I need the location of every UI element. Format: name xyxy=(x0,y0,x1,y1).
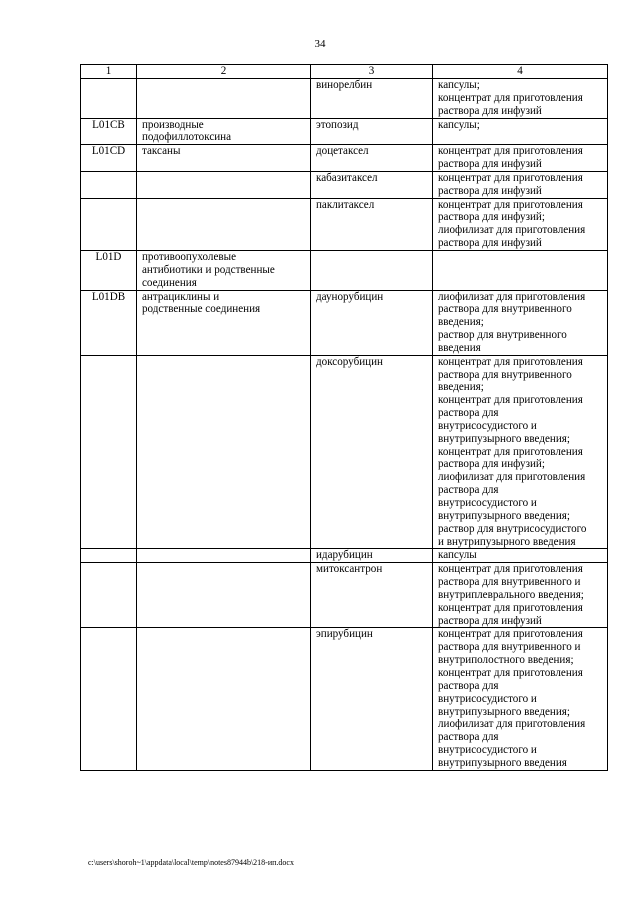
dosage-form-line: введения; xyxy=(438,381,484,394)
dosage-form-line: введения; xyxy=(438,316,484,329)
atc-code-cell: L01CB xyxy=(81,118,137,145)
dosage-form-line: лиофилизат для приготовления xyxy=(438,290,586,303)
dosage-forms-cell xyxy=(433,145,608,172)
dosage-form-line: концентрат для приготовления xyxy=(438,171,583,184)
group-name-cell xyxy=(137,79,311,119)
dosage-form-line: капсулы; xyxy=(438,79,480,91)
atc-code-cell xyxy=(81,549,137,563)
atc-code-cell xyxy=(81,171,137,198)
dosage-forms-cell xyxy=(433,79,608,119)
dosage-forms-cell xyxy=(433,290,608,355)
dosage-form-line: раствора для инфузий; xyxy=(438,458,545,471)
column-header: 4 xyxy=(433,65,608,79)
dosage-forms-cell xyxy=(433,563,608,628)
dosage-form-line: раствора для инфузий; xyxy=(438,211,545,224)
dosage-form-line: концентрат для приготовления xyxy=(438,666,583,679)
dosage-form-line: концентрат для приготовления xyxy=(438,445,583,458)
group-name-cell xyxy=(137,118,311,145)
footer-file-path: c:\users\shoroh~1\appdata\local\temp\notes87944b\218-ип.docx xyxy=(88,858,294,867)
group-name-cell xyxy=(137,290,311,355)
drug-name-cell: доцетаксел xyxy=(311,145,433,172)
group-name-line: родственные соединения xyxy=(142,303,261,316)
atc-code-cell: L01DB xyxy=(81,290,137,355)
group-name-line: подофиллотоксина xyxy=(142,131,232,144)
dosage-form-line: капсулы; xyxy=(438,118,480,131)
dosage-form-line: раствор для внутрисосудистого xyxy=(438,522,587,535)
table-row xyxy=(81,198,608,250)
group-name-cell xyxy=(137,628,311,770)
table-row xyxy=(81,79,608,119)
group-name-line: антибиотики и родственные xyxy=(142,263,275,276)
table-row xyxy=(81,355,608,549)
dosage-form-line: раствора для инфузий xyxy=(438,158,542,171)
group-name-cell xyxy=(137,145,311,172)
dosage-forms-cell xyxy=(433,549,608,563)
dosage-form-line: раствора для xyxy=(438,731,499,744)
dosage-form-line: раствора для внутривенного xyxy=(438,368,572,381)
column-header: 1 xyxy=(81,65,137,79)
group-name-cell xyxy=(137,563,311,628)
dosage-form-line: раствора для xyxy=(438,679,499,692)
dosage-form-line: внутрисосудистого и xyxy=(438,692,537,705)
drug-name-cell: эпирубицин xyxy=(311,628,433,770)
group-name-line: соединения xyxy=(142,276,197,289)
dosage-form-line: и внутрипузырного введения xyxy=(438,535,576,548)
atc-code-cell xyxy=(81,563,137,628)
dosage-form-line: раствора для инфузий xyxy=(438,104,542,117)
page-number: 34 xyxy=(314,38,326,50)
dosage-form-line: раствора для внутривенного и xyxy=(438,641,581,654)
column-header: 3 xyxy=(311,65,433,79)
dosage-form-line: концентрат для приготовления xyxy=(438,198,583,211)
drug-name-cell: этопозид xyxy=(311,118,433,145)
group-name-line: антрациклины и xyxy=(142,290,220,303)
group-name-line: производные xyxy=(142,118,204,131)
dosage-form-line: концентрат для приготовления xyxy=(438,628,583,641)
dosage-form-line: внутриполостного введения; xyxy=(438,654,574,667)
dosage-form-line: раствора для инфузий xyxy=(438,614,542,627)
dosage-form-line: концентрат для приготовления xyxy=(438,355,583,368)
dosage-forms-cell xyxy=(433,628,608,770)
dosage-form-line: лиофилизат для приготовления xyxy=(438,471,586,484)
group-name-cell xyxy=(137,250,311,290)
dosage-form-line: внутрипузырного введения; xyxy=(438,432,570,445)
dosage-form-line: внутриплеврального введения; xyxy=(438,588,584,601)
drug-name-cell: винорелбин xyxy=(311,79,433,119)
group-name-cell xyxy=(137,549,311,563)
atc-code-cell: L01CD xyxy=(81,145,137,172)
drug-name-cell: даунорубицин xyxy=(311,290,433,355)
dosage-form-line: внутрипузырного введения xyxy=(438,756,567,769)
column-header: 2 xyxy=(137,65,311,79)
table-header-row xyxy=(81,65,608,79)
table-body xyxy=(81,79,608,771)
group-name-cell xyxy=(137,171,311,198)
dosage-form-line: концентрат для приготовления xyxy=(438,394,583,407)
dosage-form-line: раствора для внутривенного и xyxy=(438,576,581,589)
dosage-form-line: концентрат для приготовления xyxy=(438,563,583,576)
dosage-forms-cell xyxy=(433,118,608,145)
table-row xyxy=(81,563,608,628)
group-name-cell xyxy=(137,355,311,549)
atc-code-cell xyxy=(81,79,137,119)
dosage-form-line: раствора для xyxy=(438,407,499,420)
group-name-cell xyxy=(137,198,311,250)
drug-name-cell: доксорубицин xyxy=(311,355,433,549)
dosage-forms-cell xyxy=(433,355,608,549)
dosage-form-line: внутрисосудистого и xyxy=(438,419,537,432)
table-row xyxy=(81,290,608,355)
dosage-form-line: концентрат для приготовления xyxy=(438,601,583,614)
dosage-form-line: раствора для инфузий xyxy=(438,237,542,250)
table-row xyxy=(81,549,608,563)
atc-code-cell: L01D xyxy=(81,250,137,290)
table-row xyxy=(81,118,608,145)
group-name-line: противоопухолевые xyxy=(142,250,237,263)
dosage-forms-cell xyxy=(433,250,608,290)
drug-name-cell: паклитаксел xyxy=(311,198,433,250)
dosage-form-line: раствора для xyxy=(438,484,499,497)
drug-name-cell xyxy=(311,250,433,290)
dosage-form-line: лиофилизат для приготовления xyxy=(438,224,586,237)
dosage-form-line: внутрипузырного введения; xyxy=(438,705,570,718)
dosage-form-line: внутрипузырного введения; xyxy=(438,509,570,522)
dosage-form-line: раствора для внутривенного xyxy=(438,303,572,316)
drug-name-cell: митоксантрон xyxy=(311,563,433,628)
dosage-form-line: капсулы xyxy=(438,549,477,562)
dosage-form-line: внутрисосудистого и xyxy=(438,497,537,509)
table-row xyxy=(81,171,608,198)
group-name-line: таксаны xyxy=(142,145,181,158)
table-row xyxy=(81,628,608,770)
table-row xyxy=(81,145,608,172)
table-row xyxy=(81,250,608,290)
dosage-form-line: внутрисосудистого и xyxy=(438,744,537,757)
dosage-form-line: введения xyxy=(438,341,481,354)
drug-table xyxy=(80,64,608,771)
dosage-forms-cell xyxy=(433,171,608,198)
dosage-form-line: раствор для внутривенного xyxy=(438,329,567,342)
atc-code-cell xyxy=(81,628,137,770)
drug-name-cell: кабазитаксел xyxy=(311,171,433,198)
atc-code-cell xyxy=(81,198,137,250)
dosage-form-line: концентрат для приготовления xyxy=(438,91,583,104)
dosage-form-line: лиофилизат для приготовления xyxy=(438,718,586,731)
drug-name-cell: идарубицин xyxy=(311,549,433,563)
dosage-forms-cell xyxy=(433,198,608,250)
atc-code-cell xyxy=(81,355,137,549)
dosage-form-line: раствора для инфузий xyxy=(438,184,542,197)
dosage-form-line: концентрат для приготовления xyxy=(438,145,583,158)
